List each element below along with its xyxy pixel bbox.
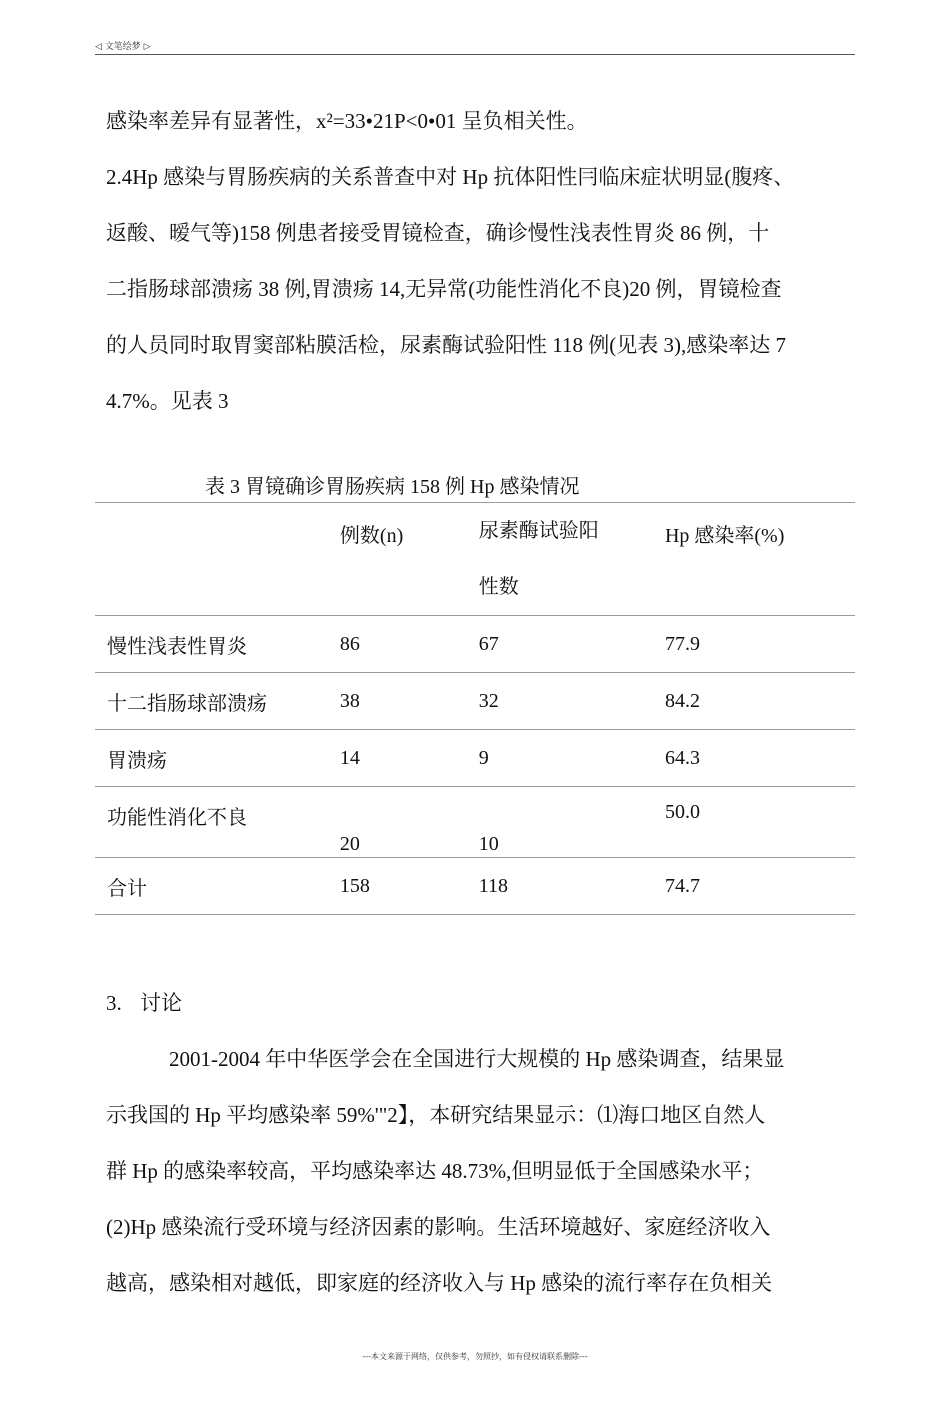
table-row (95, 787, 855, 858)
intro-line: 返酸、暧气等)158 例患者接受胃镜检查，确诊慢性浅表性胃炎 86 例，十 (106, 221, 770, 245)
table-row (95, 673, 855, 730)
discussion-line: 群 Hp 的感染率较高，平均感染率达 48.73%,但明显低于全国感染水平； (106, 1159, 764, 1183)
row-disease: 慢性浅表性胃炎 (107, 635, 247, 658)
table-header-row (95, 503, 855, 616)
intro-line: 感染率差异有显著性，x²=33•21P<0•01 呈负相关性。 (106, 109, 588, 133)
row-rate: 50.0 (664, 801, 700, 823)
row-positive: 67 (478, 632, 499, 655)
infection-table (95, 502, 855, 915)
intro-line: 4.7%。见表 3 (106, 389, 229, 413)
row-count (340, 787, 479, 858)
page-footer: ---本文来源于网络，仅供参考，勿照抄，如有侵权请联系删除--- (362, 1352, 588, 1361)
section-number: 3. (106, 991, 122, 1015)
row-disease: 功能性消化不良 (107, 807, 247, 829)
table-row-total (95, 858, 855, 915)
row-positive-value: 10 (478, 833, 499, 855)
row-positive: 9 (478, 746, 489, 769)
row-rate: 64.3 (664, 746, 700, 769)
intro-line: 的人员同时取胃窦部粘膜活检，尿素酶试验阳性 118 例(见表 3),感染率达 7 (106, 333, 786, 357)
discussion-line: (2)Hp 感染流行受环境与经济因素的影响。生活环境越好、家庭经济收入 (106, 1215, 771, 1239)
intro-line: 二指肠球部溃疡 38 例,胃溃疡 14,无异常(功能性消化不良)20 例，胃镜检查 (106, 277, 782, 301)
discussion-line: 越高，感染相对越低，即家庭的经济收入与 Hp 感染的流行率存在负相关 (106, 1271, 773, 1295)
header-cell-positive (479, 503, 665, 616)
intro-line: 2.4Hp 感染与胃肠疾病的关系普查中对 Hp 抗体阳性冃临床症状明显(腹疼、 (106, 165, 795, 189)
header-positive-label-line2: 性数 (478, 576, 519, 598)
row-count: 86 (339, 632, 360, 655)
header-positive-label-line1: 尿素酶试验阳 (478, 520, 599, 542)
table-row (95, 616, 855, 673)
row-rate: 74.7 (664, 874, 700, 897)
row-count: 158 (339, 874, 370, 897)
row-rate: 84.2 (664, 689, 700, 712)
row-disease: 胃溃疡 (107, 749, 167, 772)
row-count-value: 20 (339, 833, 360, 855)
row-count: 14 (339, 746, 360, 769)
discussion-heading (106, 975, 182, 1031)
section-title: 讨论 (140, 991, 182, 1015)
row-disease: 合计 (107, 877, 147, 900)
row-disease: 十二指肠球部溃疡 (107, 692, 267, 715)
row-count: 38 (339, 689, 360, 712)
row-positive: 32 (478, 689, 499, 712)
header-cell-count (340, 503, 479, 616)
discussion-line: 示我国的 Hp 平均感染率 59%'"2】，本研究结果显示：⑴海口地区自然人 (106, 1103, 766, 1127)
row-positive: 118 (478, 874, 508, 897)
header-cell-empty (95, 503, 340, 616)
discussion-line: 2001-2004 年中华医学会在全国进行大规模的 Hp 感染调查，结果显 (169, 1047, 785, 1071)
row-rate: 77.9 (664, 632, 700, 655)
intro-paragraph (106, 93, 856, 429)
header-logo-text: ◁ 文笔绘梦 ▷ (95, 42, 151, 52)
table-row (95, 730, 855, 787)
table-caption: 表 3 胃镜确诊胃肠疾病 158 例 Hp 感染情况 (205, 476, 580, 498)
row-positive (479, 787, 665, 858)
header-rate-label: Hp 感染率(%) (664, 525, 785, 547)
discussion-paragraph (106, 1031, 856, 1311)
header-cell-rate (665, 503, 855, 616)
header-count-label: 例数(n) (339, 525, 404, 547)
page-header (95, 38, 855, 55)
